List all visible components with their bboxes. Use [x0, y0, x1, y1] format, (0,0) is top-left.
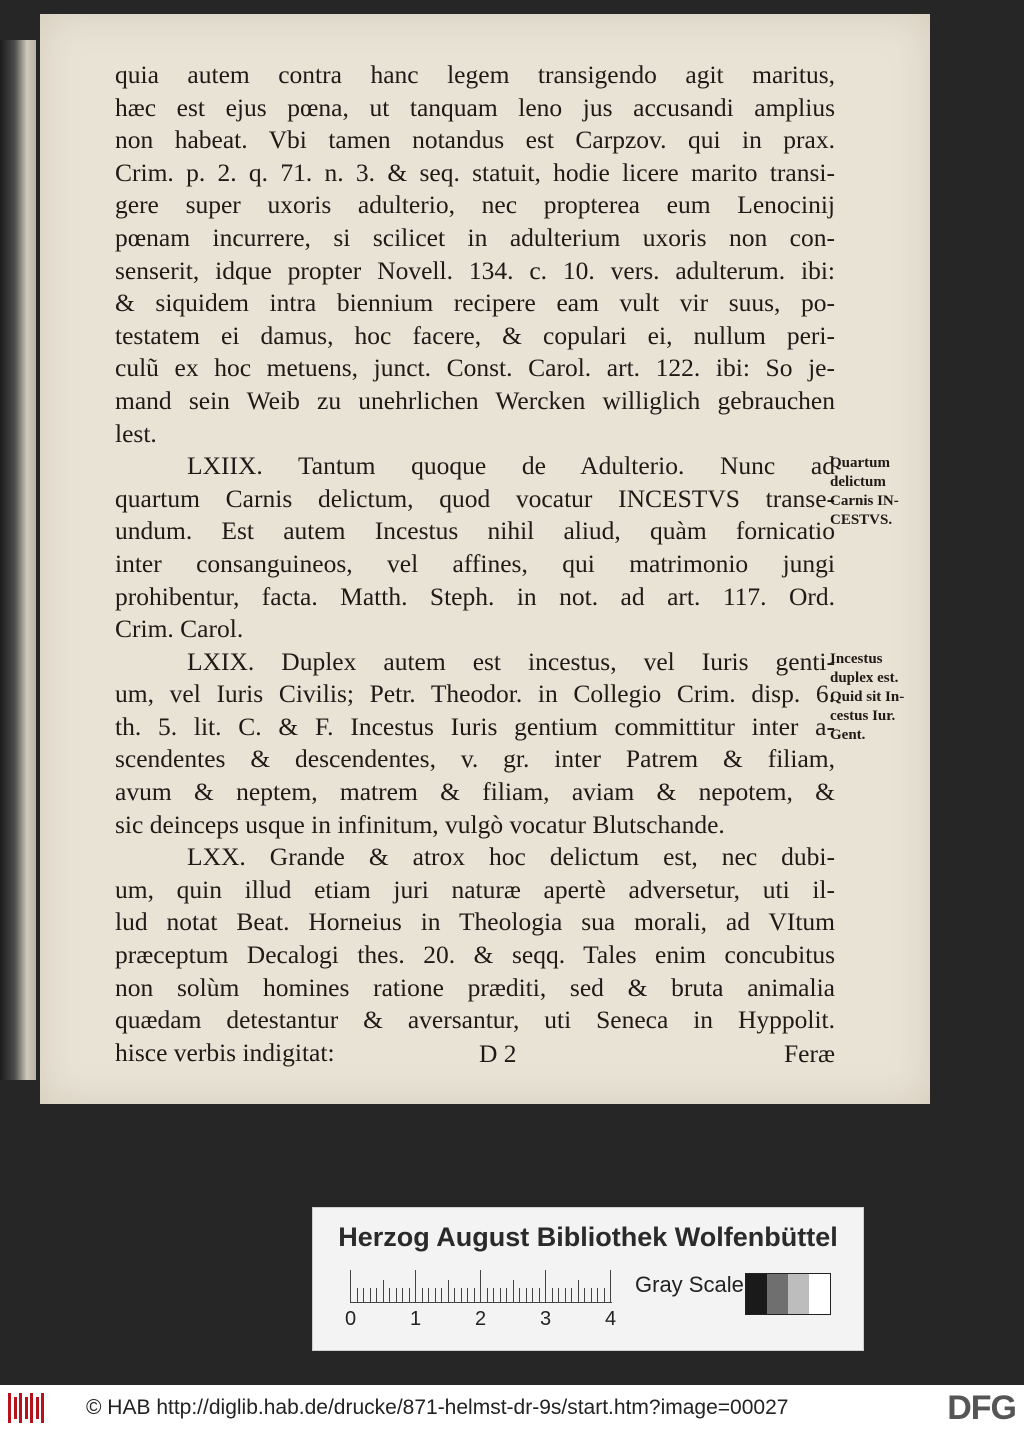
- margin-note-duplex: [830, 650, 930, 745]
- text-line: non habeat. Vbi tamen notandus est Carpzov. qui in prax.: [115, 125, 835, 155]
- library-color-card: [312, 1207, 864, 1351]
- margin-note-line: delictum: [830, 474, 886, 490]
- ruler-tick: [370, 1288, 371, 1302]
- ruler-tick: [539, 1288, 540, 1302]
- source-url[interactable]: © HAB http://diglib.hab.de/drucke/871-helmst-dr-9s/start.htm?image=00027: [86, 1396, 789, 1419]
- gray-swatch: [746, 1274, 767, 1314]
- ruler-number: 1: [410, 1308, 422, 1330]
- previous-page-edge: [0, 40, 36, 1080]
- ruler-tick: [610, 1270, 611, 1302]
- ruler-tick: [461, 1288, 462, 1302]
- text-line: gere super uxoris adulterio, nec propterea eum Lenocinij: [115, 190, 835, 220]
- margin-note-line: Quartum: [830, 455, 890, 471]
- text-line: præceptum Decalogi thes. 20. & seqq. Tales enim concubitus: [115, 940, 835, 970]
- ruler-number: 2: [475, 1308, 487, 1330]
- text-line: Crim. p. 2. q. 71. n. 3. & seq. statuit, hodie licere marito transi-: [115, 157, 835, 187]
- gray-swatch: [788, 1274, 809, 1314]
- logo-stripe: [8, 1393, 11, 1423]
- ruler-tick: [383, 1280, 384, 1302]
- text-line: lud notat Beat. Horneius in Theologia sua morali, ad VItum: [115, 907, 835, 937]
- logo-stripe: [30, 1393, 33, 1423]
- ruler-tick: [396, 1288, 397, 1302]
- logo-stripe: [25, 1397, 28, 1419]
- ruler-tick: [545, 1270, 546, 1302]
- ruler-tick: [428, 1288, 429, 1302]
- text-line: hisce verbis indigitat:: [115, 1037, 335, 1067]
- ruler-tick: [578, 1280, 579, 1302]
- text-line: non solùm homines ratione præditi, sed & bruta animalia: [115, 972, 835, 1002]
- scale-ruler: [350, 1270, 612, 1303]
- ruler-tick: [409, 1288, 410, 1302]
- text-line: mand sein Weib zu unehrlichen Wercken williglich gebrauchen: [115, 385, 835, 415]
- ruler-tick: [435, 1288, 436, 1302]
- logo-stripe: [14, 1397, 17, 1419]
- gray-scale-label: Gray Scale: [635, 1272, 744, 1297]
- text-line: quartum Carnis delictum, quod vocatur INCESTVS transe-: [115, 483, 835, 513]
- catchword: Feræ: [784, 1039, 835, 1068]
- ruler-tick: [532, 1288, 533, 1302]
- gray-scale-swatches: [745, 1273, 831, 1315]
- ruler-tick: [402, 1288, 403, 1302]
- ruler-tick: [357, 1288, 358, 1302]
- body-text: [115, 59, 835, 1069]
- text-line: undum. Est autem Incestus nihil aliud, quàm fornicatio: [115, 516, 835, 546]
- ruler-tick: [597, 1288, 598, 1302]
- ruler-tick: [558, 1288, 559, 1302]
- ruler-tick: [474, 1288, 475, 1302]
- ruler-tick: [526, 1288, 527, 1302]
- margin-note-line: Incestus: [830, 651, 883, 667]
- margin-note-line: CESTVS.: [830, 512, 893, 528]
- text-line: culũ ex hoc metuens, junct. Const. Carol. art. 122. ibi: So je-: [115, 353, 835, 383]
- library-name: Herzog August Bibliothek Wolfenbüttel: [338, 1222, 838, 1252]
- logo-stripe: [36, 1397, 39, 1419]
- ruler-tick: [487, 1288, 488, 1302]
- ruler-tick: [422, 1288, 423, 1302]
- ruler-tick: [591, 1288, 592, 1302]
- margin-note-line: Gent.: [830, 727, 866, 743]
- margin-note-line: cestus Iur.: [830, 708, 896, 724]
- text-line: senserit, idque propter Novell. 134. c. 10. vers. adulterum. ibi:: [115, 255, 835, 285]
- page-footer-line: [115, 1039, 835, 1073]
- text-line: Crim. Carol.: [115, 614, 244, 644]
- text-line: quædam detestantur & aversantur, uti Seneca in Hyppolit.: [115, 1005, 835, 1035]
- ruler-tick: [467, 1288, 468, 1302]
- ruler-tick: [604, 1288, 605, 1302]
- gray-swatch: [767, 1274, 788, 1314]
- logo-stripe: [19, 1393, 22, 1423]
- ruler-tick: [415, 1270, 416, 1302]
- text-line: avum & neptem, matrem & filiam, aviam & nepotem, &: [115, 777, 835, 807]
- text-line: th. 5. lit. C. & F. Incestus Iuris gentium committitur inter a-: [115, 711, 835, 741]
- ruler-tick: [500, 1288, 501, 1302]
- ruler-tick: [454, 1288, 455, 1302]
- text-line: um, quin illud etiam juri naturæ apertè adversetur, uti il-: [115, 874, 835, 904]
- text-line: sic deinceps usque in infinitum, vulgò vocatur Blutschande.: [115, 809, 725, 839]
- ruler-tick: [441, 1288, 442, 1302]
- ruler-tick: [513, 1280, 514, 1302]
- ruler-tick: [584, 1288, 585, 1302]
- ruler-number: 0: [345, 1308, 357, 1330]
- ruler-tick: [350, 1270, 351, 1302]
- ruler-tick: [389, 1288, 390, 1302]
- ruler-tick: [376, 1288, 377, 1302]
- gray-swatch: [809, 1274, 830, 1314]
- signature-mark: D 2: [479, 1039, 517, 1068]
- ruler-tick: [448, 1280, 449, 1302]
- ruler-tick: [506, 1288, 507, 1302]
- text-line: hæc est ejus pœna, ut tanquam leno jus accusandi amplius: [115, 92, 835, 122]
- logo-stripe: [41, 1393, 44, 1423]
- text-line: um, vel Iuris Civilis; Petr. Theodor. in Collegio Crim. disp. 6.: [115, 679, 835, 709]
- margin-note-line: duplex est.: [830, 670, 899, 686]
- ruler-tick: [571, 1288, 572, 1302]
- text-line: & siquidem intra biennium recipere eam vult vir suus, po-: [115, 288, 835, 318]
- margin-note-incestus: [830, 454, 930, 530]
- ruler-tick: [565, 1288, 566, 1302]
- ruler-tick: [493, 1288, 494, 1302]
- ruler-tick: [552, 1288, 553, 1302]
- ruler-number: 3: [540, 1308, 552, 1330]
- text-line: lest.: [115, 418, 157, 448]
- text-line: inter consanguineos, vel affines, qui matrimonio jungi: [115, 548, 835, 578]
- book-page: [40, 14, 930, 1104]
- margin-note-line: Carnis IN-: [830, 493, 899, 509]
- text-line: quia autem contra hanc legem transigendo agit maritus,: [115, 60, 835, 89]
- text-line: LXIX. Duplex autem est incestus, vel Iuris genti-: [187, 646, 835, 676]
- ruler-number: 4: [605, 1308, 617, 1330]
- ruler-tick: [363, 1288, 364, 1302]
- hab-logo-icon: [8, 1393, 48, 1423]
- text-line: LXIIX. Tantum quoque de Adulterio. Nunc ad: [187, 451, 835, 481]
- margin-note-line: Quid sit In-: [830, 689, 905, 705]
- text-line: LXX. Grande & atrox hoc delictum est, nec dubi-: [187, 842, 835, 872]
- text-line: pœnam incurrere, si scilicet in adulterium uxoris non con-: [115, 222, 835, 252]
- ruler-tick: [519, 1288, 520, 1302]
- text-line: testatem ei damus, hoc facere, & copulari ei, nullum peri-: [115, 320, 835, 350]
- viewer-footer: [0, 1385, 1024, 1432]
- text-line: scendentes & descendentes, v. gr. inter Patrem & filiam,: [115, 744, 835, 774]
- ruler-tick: [480, 1270, 481, 1302]
- dfg-logo: DFG: [947, 1389, 1016, 1427]
- text-line: prohibentur, facta. Matth. Steph. in not. ad art. 117. Ord.: [115, 581, 835, 611]
